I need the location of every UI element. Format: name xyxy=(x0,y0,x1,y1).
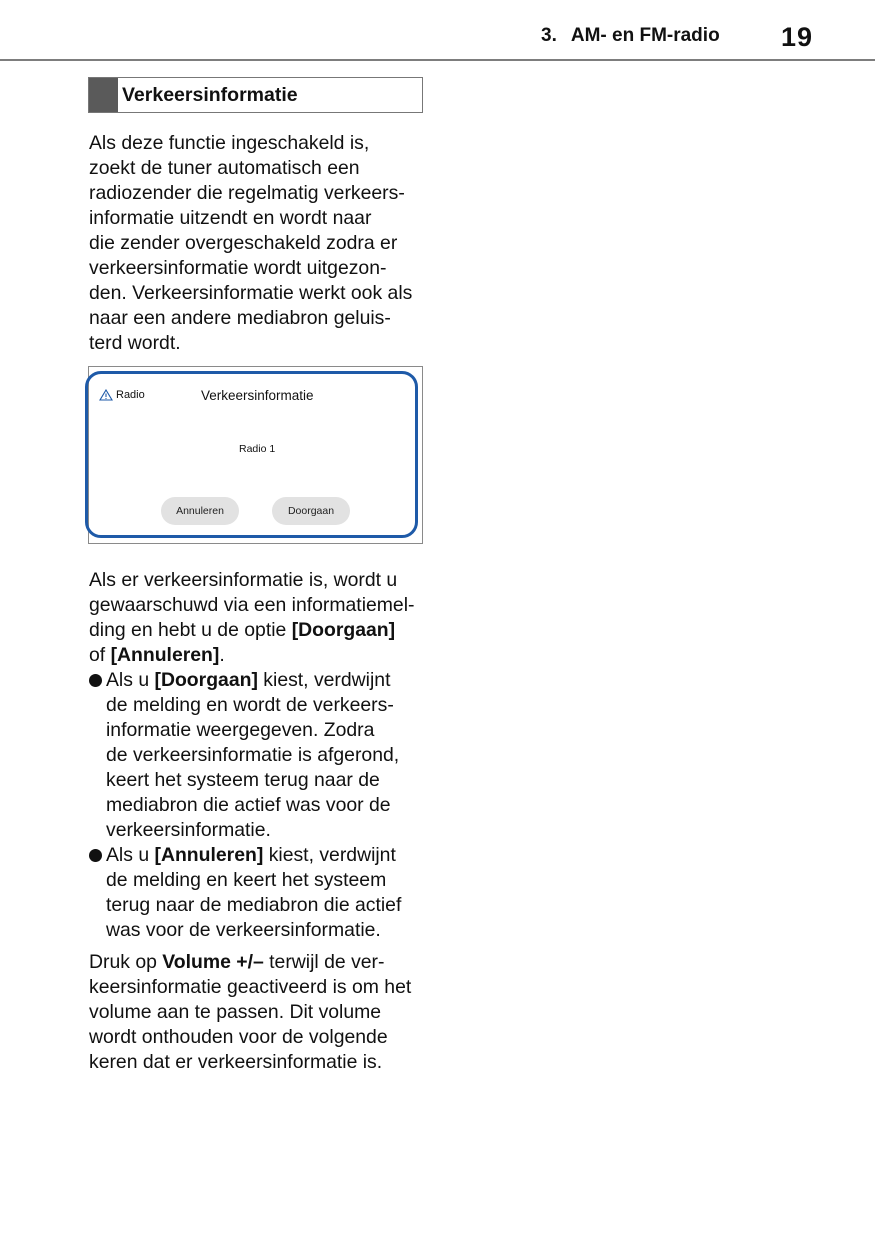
continue-button[interactable]: Doorgaan xyxy=(272,497,350,525)
option-continue: [Doorgaan] xyxy=(291,619,396,641)
text-line: volume aan te passen. Dit volume xyxy=(89,1001,382,1023)
text-run: kiest, verdwijnt xyxy=(263,844,396,866)
text-run: of xyxy=(89,644,111,666)
intro-paragraph xyxy=(89,131,429,356)
chapter-title: AM- en FM-radio xyxy=(570,25,720,46)
text-line: was voor de verkeersinformatie. xyxy=(106,919,381,941)
text-line: keersinformatie geactiveerd is om het xyxy=(89,976,412,998)
chapter-number: 3. xyxy=(541,25,557,46)
bullet-icon xyxy=(89,849,102,862)
text-run: Als u xyxy=(106,669,155,691)
text-line xyxy=(89,950,429,975)
text-line: wordt onthouden voor de volgende xyxy=(89,1026,388,1048)
text-run: terwijl de ver- xyxy=(263,951,385,973)
text-line: de melding en keert het systeem xyxy=(106,869,387,891)
option-cancel: [Annuleren] xyxy=(154,844,264,866)
list-item xyxy=(89,668,429,843)
text-run: . xyxy=(219,644,225,666)
text-line: Als er verkeersinformatie is, wordt u xyxy=(89,569,398,591)
text-line: keren dat er verkeersinformatie is. xyxy=(89,1051,383,1073)
option-continue: [Doorgaan] xyxy=(154,669,258,691)
text-line xyxy=(106,668,429,693)
page-number: 19 xyxy=(781,22,814,52)
text-line: keert het systeem terug naar de xyxy=(106,769,380,791)
text-line: verkeersinformatie. xyxy=(106,819,271,841)
screen-title: Verkeersinformatie xyxy=(201,388,314,403)
source-indicator xyxy=(99,389,145,401)
text-line xyxy=(89,618,429,643)
text-run: Druk op xyxy=(89,951,163,973)
header-divider xyxy=(0,59,875,61)
text-line xyxy=(89,643,429,668)
text-line: terd wordt. xyxy=(89,332,181,354)
warning-triangle-icon xyxy=(99,389,113,401)
text-line xyxy=(106,843,429,868)
cancel-button[interactable]: Annuleren xyxy=(161,497,239,525)
text-line: Als deze functie ingeschakeld is, xyxy=(89,132,370,154)
source-label: Radio xyxy=(116,389,145,401)
list-item xyxy=(89,843,429,943)
alert-paragraph xyxy=(89,568,429,668)
text-line: gewaarschuwd via een informatiemel- xyxy=(89,594,415,616)
text-line: die zender overgeschakeld zodra er xyxy=(89,232,398,254)
text-line: verkeersinformatie wordt uitgezon- xyxy=(89,257,387,279)
text-run: ding en hebt u de optie xyxy=(89,619,292,641)
text-line: terug naar de mediabron die actief xyxy=(106,894,402,916)
text-line: den. Verkeersinformatie werkt ook als xyxy=(89,282,413,304)
bullet-list xyxy=(89,668,429,943)
text-run: kiest, verdwijnt xyxy=(257,669,391,691)
bullet-icon xyxy=(89,674,102,687)
section-marker xyxy=(89,78,118,112)
page-header xyxy=(0,0,875,61)
chapter-heading xyxy=(541,25,720,47)
section-heading xyxy=(88,77,423,113)
text-line: informatie weergegeven. Zodra xyxy=(106,719,375,741)
screen-illustration xyxy=(88,366,423,544)
station-name: Radio 1 xyxy=(239,443,276,455)
volume-control-label: Volume +/– xyxy=(162,951,264,973)
text-line: de verkeersinformatie is afgerond, xyxy=(106,744,400,766)
text-line: naar een andere mediabron geluis- xyxy=(89,307,391,329)
text-line: zoekt de tuner automatisch een xyxy=(89,157,360,179)
text-line: de melding en wordt de verkeers- xyxy=(106,694,394,716)
volume-paragraph xyxy=(89,950,429,1075)
section-title: Verkeersinformatie xyxy=(122,84,298,106)
text-line: radiozender die regelmatig verkeers- xyxy=(89,182,405,204)
text-run: Als u xyxy=(106,844,155,866)
option-cancel: [Annuleren] xyxy=(110,644,220,666)
text-line: informatie uitzendt en wordt naar xyxy=(89,207,372,229)
text-line: mediabron die actief was voor de xyxy=(106,794,391,816)
